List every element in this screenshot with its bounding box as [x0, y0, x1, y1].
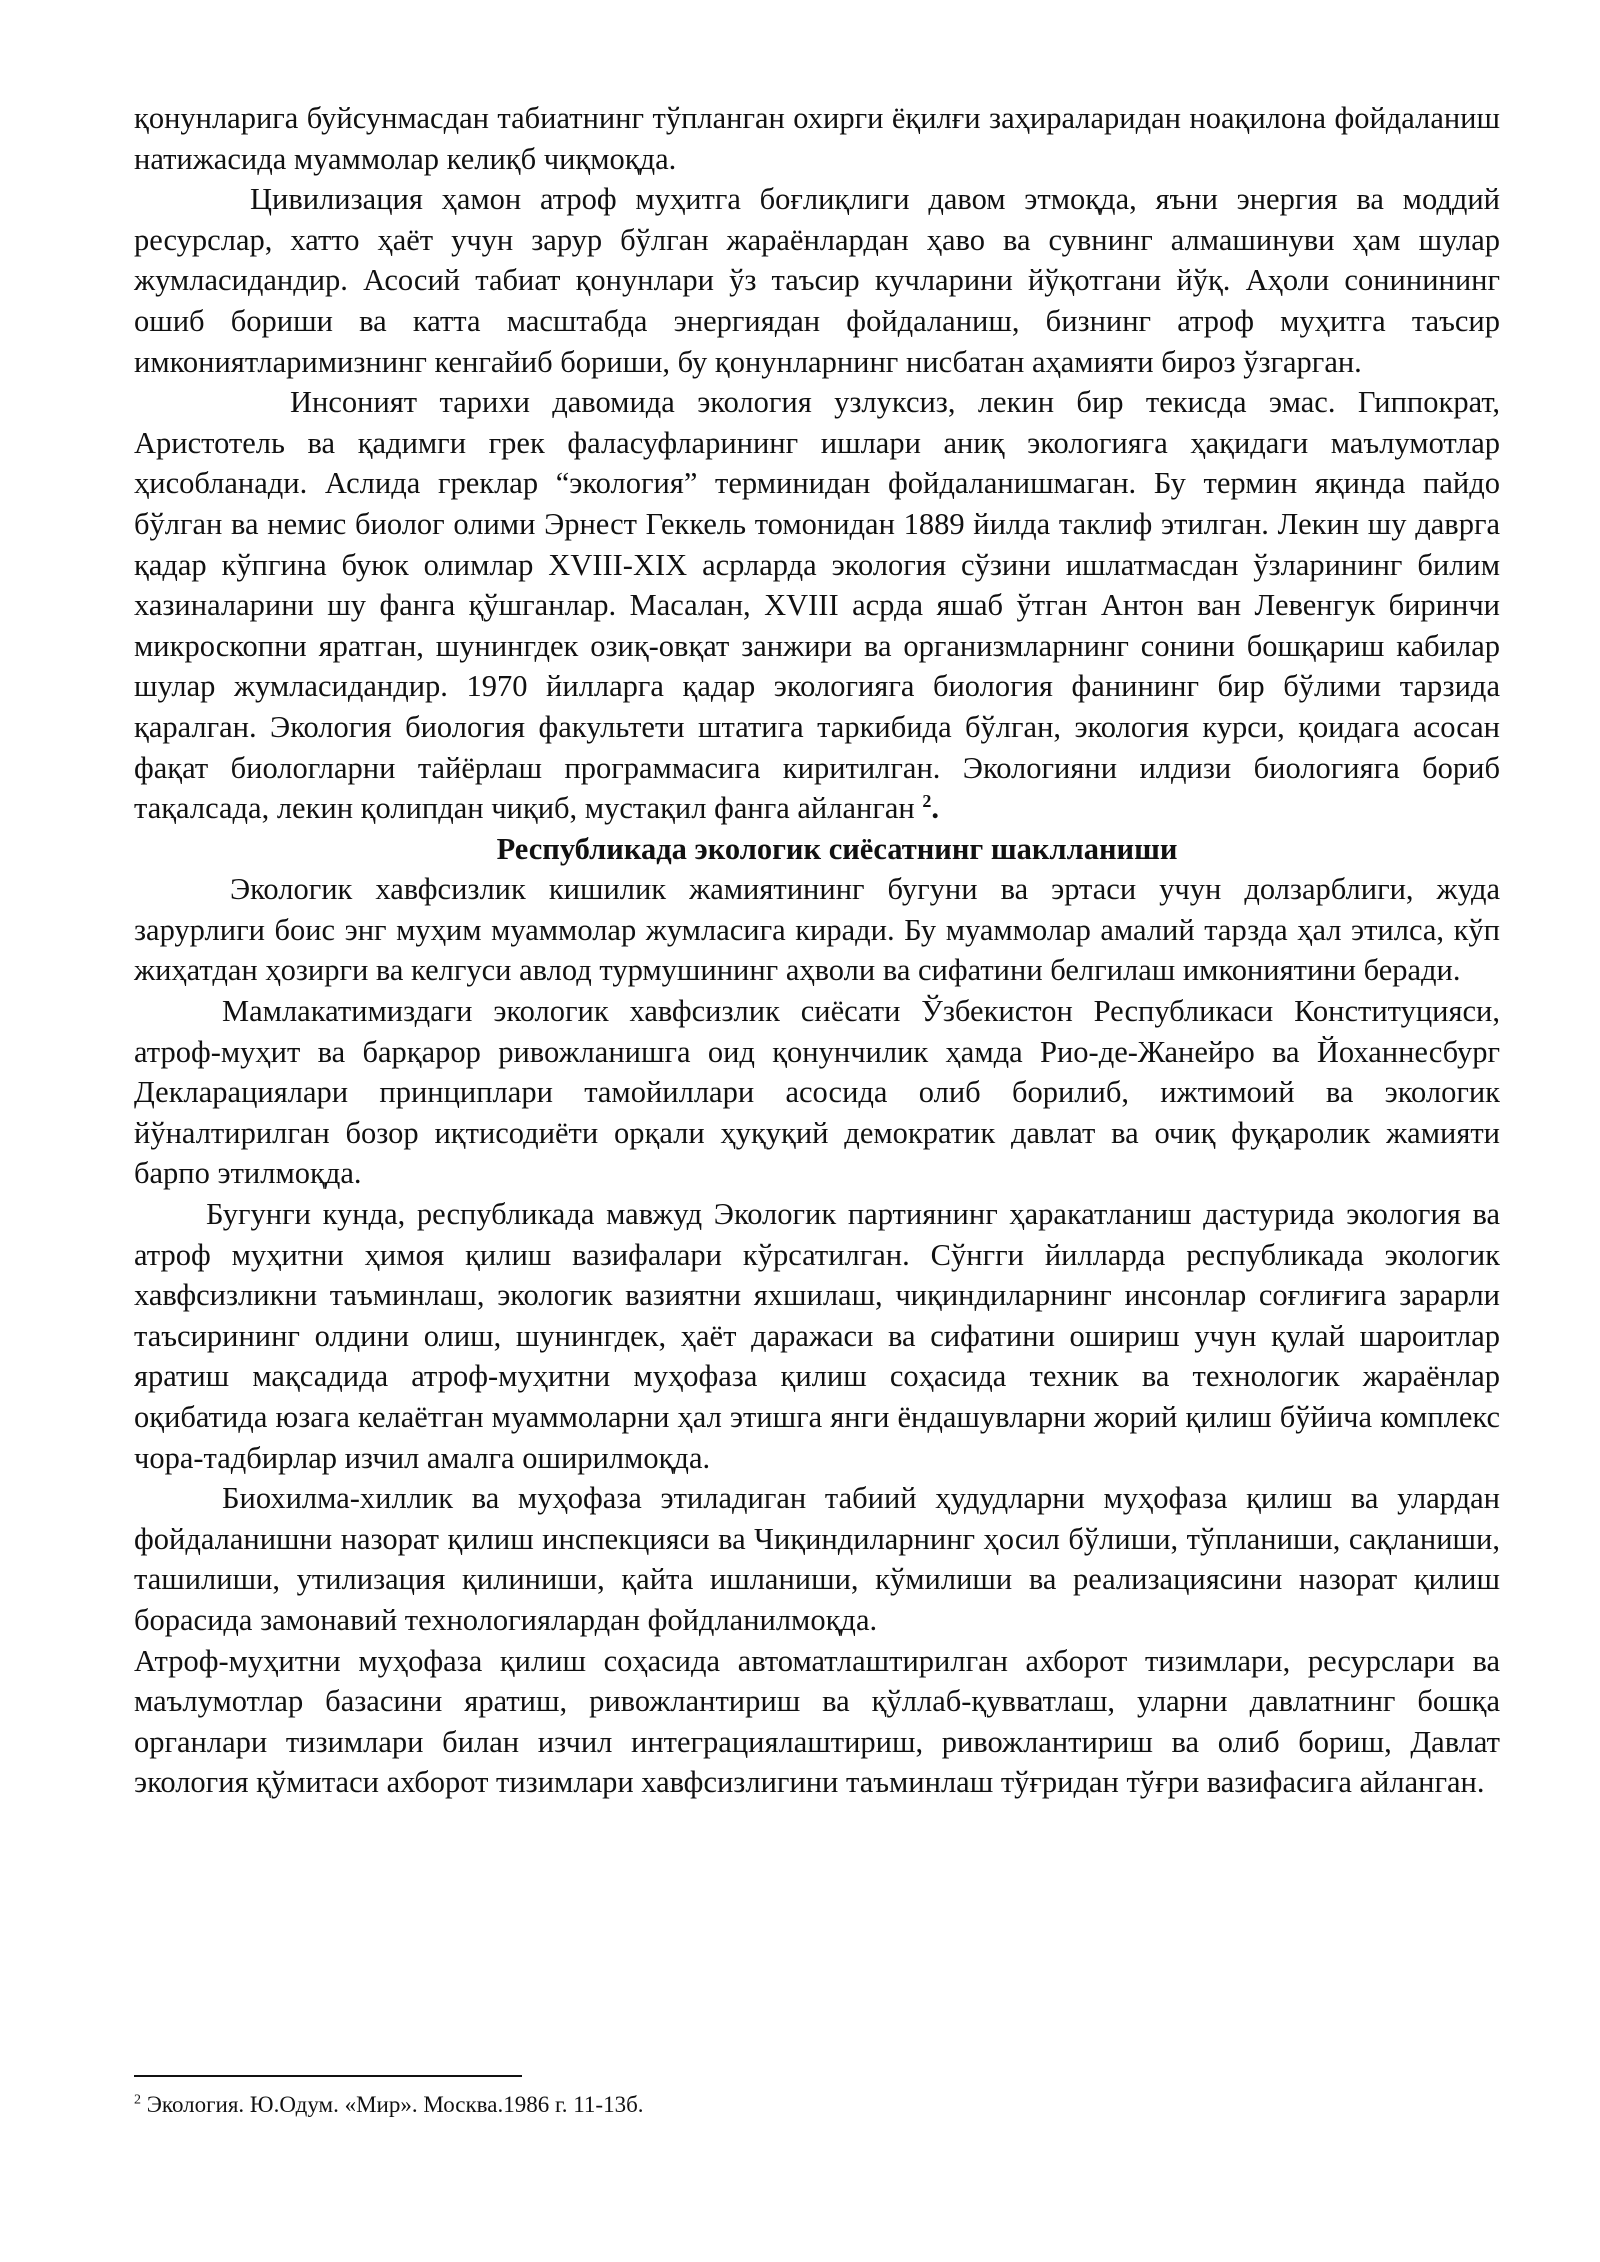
paragraph-civilization: Цивилизация ҳамон атроф муҳитга боғлиқлиги давом этмоқда, яъни энергия ва моддий ресурслар, хатто ҳаёт учун зарур бўлган жараёнлардан ҳаво ва сувнинг алмашинуви ҳам шулар жумласидандир. Асосий табиат қонунлари ўз таъсир кучларини йўқотгани йўқ. Аҳоли сонинининг ошиб бориши ва катта масштабда энергиядан фойдаланиш, бизнинг атроф муҳитга таъсир имкониятларимизнинг кенгайиб бориши, бу қонунларнинг нисбатан аҳамияти бироз ўзгарган. — [134, 182, 1500, 379]
paragraph-ecological-security: Экологик хавфсизлик кишилик жамиятининг бугуни ва эртаси учун долзарблиги, жуда зарурлиги боис энг муҳим муаммолар жумласига киради. Бу муаммолар амалий тарзда ҳал этилса, кўп жиҳатдан ҳозирги ва келгуси авлод турмушининг аҳволи ва сифатини белгилаш имкониятини беради. — [134, 872, 1500, 988]
footnote-reference-period: . — [931, 791, 939, 826]
paragraph-ecological-party: Бугунги кунда, республикада мавжуд Экологик партиянинг ҳаракатланиш дастурида экология ва атроф муҳитни ҳимоя қилиш вазифалари кўрсатилган. Сўнгги йилларда республикада экологик хавфсизликни таъминлаш, экологик вазиятни яхшилаш, чиқиндиларнинг инсонлар соғлиғига зарарли таъсирининг олдини олиш, шунингдек, ҳаёт даражаси ва сифатини ошириш учун қулай шароитлар яратиш мақсадида атроф-муҳитни муҳофаза қилиш соҳасида техник ва технологик жараёнлар оқибатида юзага келаётган муаммоларни ҳал этишга янги ёндашувларни жорий қилиш бўйича комплекс чора-тадбирлар изчил амалга оширилмоқда. — [134, 1197, 1500, 1475]
footnote — [134, 2090, 644, 2120]
paragraph-policy: Мамлакатимиздаги экологик хавфсизлик сиёсати Ўзбекистон Республикаси Конституцияси, атроф-муҳит ва барқарор ривожланишга оид қонунчилик ҳамда Рио-де-Жанейро ва Йоханнесбург Декларациялари принциплари тамойиллари асосида олиб борилиб, ижтимоий ва экологик йўналтирилган бозор иқтисодиёти орқали ҳуқуқий демократик давлат ва очиқ фуқаролик жамияти барпо этилмоқда. — [134, 994, 1500, 1191]
section-heading: Республикада экологик сиёсатнинг шаклланиши — [496, 831, 1178, 866]
footnote-text: Экология. Ю.Одум. «Мир». Москва.1986 г. 11-13б. — [141, 2092, 644, 2117]
paragraph-information-systems: Атроф-муҳитни муҳофаза қилиш соҳасида автоматлаштирилган ахборот тизимлари, ресурслари ва маълумотлар базасини яратиш, ривожлантириш ва қўллаб-қувватлаш, уларни давлатнинг бошқа органлари тизимлари билан изчил интеграциялаштириш, ривожлантириш ва олиб бориш, Давлат экология қўмитаси ахборот тизимлари хавфсизлигини таъминлаш тўғридан тўғри вазифасига айланган. — [134, 1643, 1500, 1800]
footnote-number: 2 — [134, 2092, 141, 2108]
document-body — [134, 98, 1500, 1803]
paragraph-continuation: қонунларига буйсунмасдан табиатнинг тўпланган охирги ёқилғи заҳираларидан ноақилона фойдаланиш натижасида муаммолар келиқб чиқмоқда. — [134, 101, 1500, 176]
paragraph-history — [134, 382, 1500, 829]
footnote-separator — [134, 2075, 522, 2077]
paragraph-biodiversity: Биохилма-хиллик ва муҳофаза этиладиган табиий ҳудудларни муҳофаза қилиш ва улардан фойдаланишни назорат қилиш инспекцияси ва Чиқиндиларнинг ҳосил бўлиши, тўпланиши, сақланиши, ташилиши, утилизация қилиниши, қайта ишланиши, кўмилиши ва реализациясини назорат қилиш борасида замонавий технологиялардан фойдланилмоқда. — [134, 1481, 1500, 1637]
footnote-reference[interactable]: 2 — [922, 790, 932, 811]
paragraph-history-text: Инсоният тарихи давомида экология узлуксиз, лекин бир текисда эмас. Гиппократ, Аристотель ва қадимги грек фаласуфларининг ишлари аниқ экологияга ҳақидаги маълумотлар ҳисобланади. Аслида греклар “экология” терминидан фойдаланишмаган. Бу термин яқинда пайдо бўлган ва немис биолог олими Эрнест Геккель томонидан 1889 йилда таклиф этилган. Лекин шу даврга қадар кўпгина буюк олимлар XVIII-XIX асрларда экология сўзини ишлатмасдан ўзларининг билим хазиналарини шу фанга қўшганлар. Масалан, XVIII асрда яшаб ўтган Антон ван Левенгук биринчи микроскопни яратган, шунингдек озиқ-овқат занжири ва организмларнинг сонини бошқариш кабилар шулар жумласидандир. 1970 йилларга қадар экологияга биология фанининг бир бўлими тарзида қаралган. Экология биология факультети штатига таркибида бўлган, экология курси, қоидага асосан фақат биологларни тайёрлаш программасига киритилган. Экологияни илдизи биологияга бориб тақалсада, лекин қолипдан чиқиб, мустақил фанга айланган — [134, 385, 1500, 826]
